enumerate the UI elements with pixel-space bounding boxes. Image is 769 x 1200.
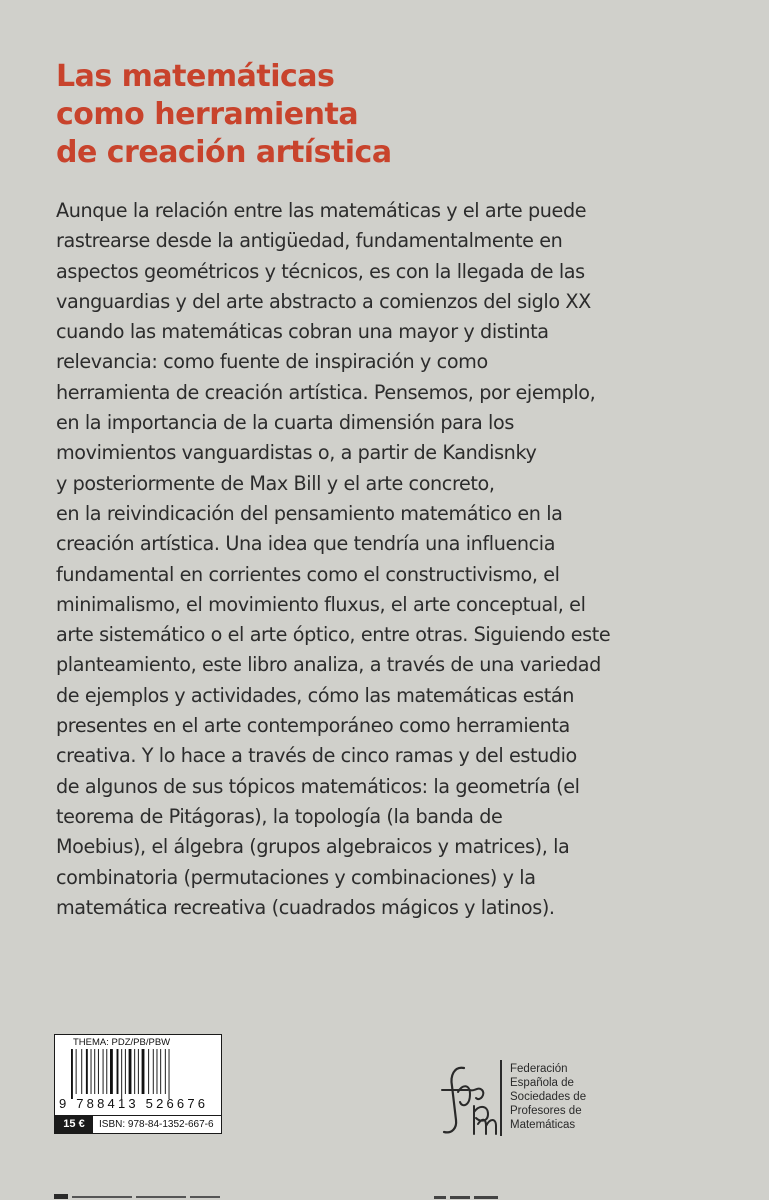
- publisher-name-line: Profesores de: [510, 1105, 582, 1117]
- description-line: en la importancia de la cuarta dimensión para los: [56, 411, 514, 435]
- publisher-name-line: Matemáticas: [510, 1119, 576, 1131]
- barcode-bar: [91, 1049, 92, 1094]
- description-line: movimientos vanguardistas o, a partir de Kandisnky: [56, 441, 537, 465]
- barcode-bar: [129, 1049, 132, 1094]
- barcode-bar: [138, 1049, 139, 1094]
- description-line: relevancia: como fuente de inspiración y como: [56, 350, 488, 374]
- cut-marks-decoration: [434, 1194, 504, 1200]
- price-row: [55, 1115, 221, 1133]
- barcode-icon: [69, 1049, 209, 1099]
- description-line: en la reivindicación del pensamiento matemático en la: [56, 501, 563, 525]
- description-line: aspectos geométricos y técnicos, es con la llegada de las: [56, 259, 585, 283]
- title-line: Las matemáticas: [56, 59, 335, 94]
- publisher-name: [510, 1062, 586, 1132]
- barcode-bar: [76, 1049, 77, 1094]
- barcode-bar: [148, 1049, 149, 1094]
- description-line: minimalismo, el movimiento fluxus, el arte conceptual, el: [56, 592, 586, 616]
- barcode-bar: [117, 1049, 119, 1094]
- barcode-bar: [106, 1049, 107, 1094]
- title-line: de creación artística: [56, 135, 392, 170]
- fespm-logo-icon: [434, 1062, 498, 1138]
- barcode-bar: [134, 1049, 135, 1094]
- description-line: Moebius), el álgebra (grupos algebraicos y matrices), la: [56, 835, 570, 859]
- description-line: vanguardias y del arte abstracto a comienzos del siglo XX: [56, 289, 591, 313]
- barcode-bar: [142, 1049, 145, 1094]
- barcode-bar: [110, 1049, 113, 1094]
- description-line: combinatoria (permutaciones y combinaciones) y la: [56, 865, 536, 889]
- isbn-number: ISBN: 978-84-1352-667-6: [99, 1119, 214, 1130]
- barcode-bar: [160, 1049, 161, 1094]
- description-line: fundamental en corrientes como el constructivismo, el: [56, 562, 560, 586]
- title-line: como herramienta: [56, 97, 359, 132]
- barcode-box: [54, 1034, 222, 1134]
- barcode-bar: [86, 1049, 88, 1094]
- barcode-bar: [98, 1049, 99, 1094]
- barcode-bar: [165, 1049, 166, 1094]
- barcode-bar: [153, 1049, 154, 1094]
- description-line: de ejemplos y actividades, cómo las matemáticas están: [56, 683, 575, 707]
- description-line: matemática recreativa (cuadrados mágicos y latinos).: [56, 895, 555, 919]
- description-line: presentes en el arte contemporáneo como herramienta: [56, 714, 570, 738]
- description-line: y posteriormente de Max Bill y el arte concreto,: [56, 471, 495, 495]
- description-line: de algunos de sus tópicos matemáticos: la geometría (el: [56, 774, 580, 798]
- logo-divider: [500, 1060, 502, 1136]
- barcode-digits: 9 788413 526676: [59, 1096, 209, 1111]
- book-title: [56, 58, 392, 172]
- barcode-bar: [71, 1049, 73, 1099]
- price-badge: 15 €: [55, 1116, 93, 1133]
- barcode-bar: [157, 1049, 158, 1094]
- publisher-name-line: Española de: [510, 1077, 574, 1089]
- description-line: creativa. Y lo hace a través de cinco ramas y del estudio: [56, 744, 577, 768]
- barcode-bar: [103, 1049, 104, 1094]
- barcode-bar: [81, 1049, 82, 1094]
- description-line: planteamiento, este libro analiza, a través de una variedad: [56, 653, 601, 677]
- description-line: cuando las matemáticas cobran una mayor y distinta: [56, 320, 549, 344]
- barcode-bar: [169, 1049, 170, 1099]
- cut-marks-decoration: [54, 1193, 224, 1200]
- description-line: herramienta de creación artística. Pensemos, por ejemplo,: [56, 380, 596, 404]
- barcode-bar: [121, 1049, 122, 1099]
- barcode-bar: [94, 1049, 95, 1094]
- publisher-name-line: Sociedades de: [510, 1091, 587, 1103]
- thema-code: THEMA: PDZ/PB/PBW: [73, 1037, 171, 1048]
- publisher-name-line: Federación: [510, 1063, 568, 1075]
- barcode-bar: [125, 1049, 126, 1094]
- description-line: creación artística. Una idea que tendría una influencia: [56, 532, 556, 556]
- description-line: Aunque la relación entre las matemáticas y el arte puede: [56, 199, 587, 222]
- description-line: teorema de Pitágoras), la topología (la banda de: [56, 804, 503, 828]
- description-line: rastrearse desde la antigüedad, fundamentalmente en: [56, 229, 563, 253]
- description-line: arte sistemático o el arte óptico, entre otras. Siguiendo este: [56, 623, 611, 647]
- book-description: [56, 196, 736, 923]
